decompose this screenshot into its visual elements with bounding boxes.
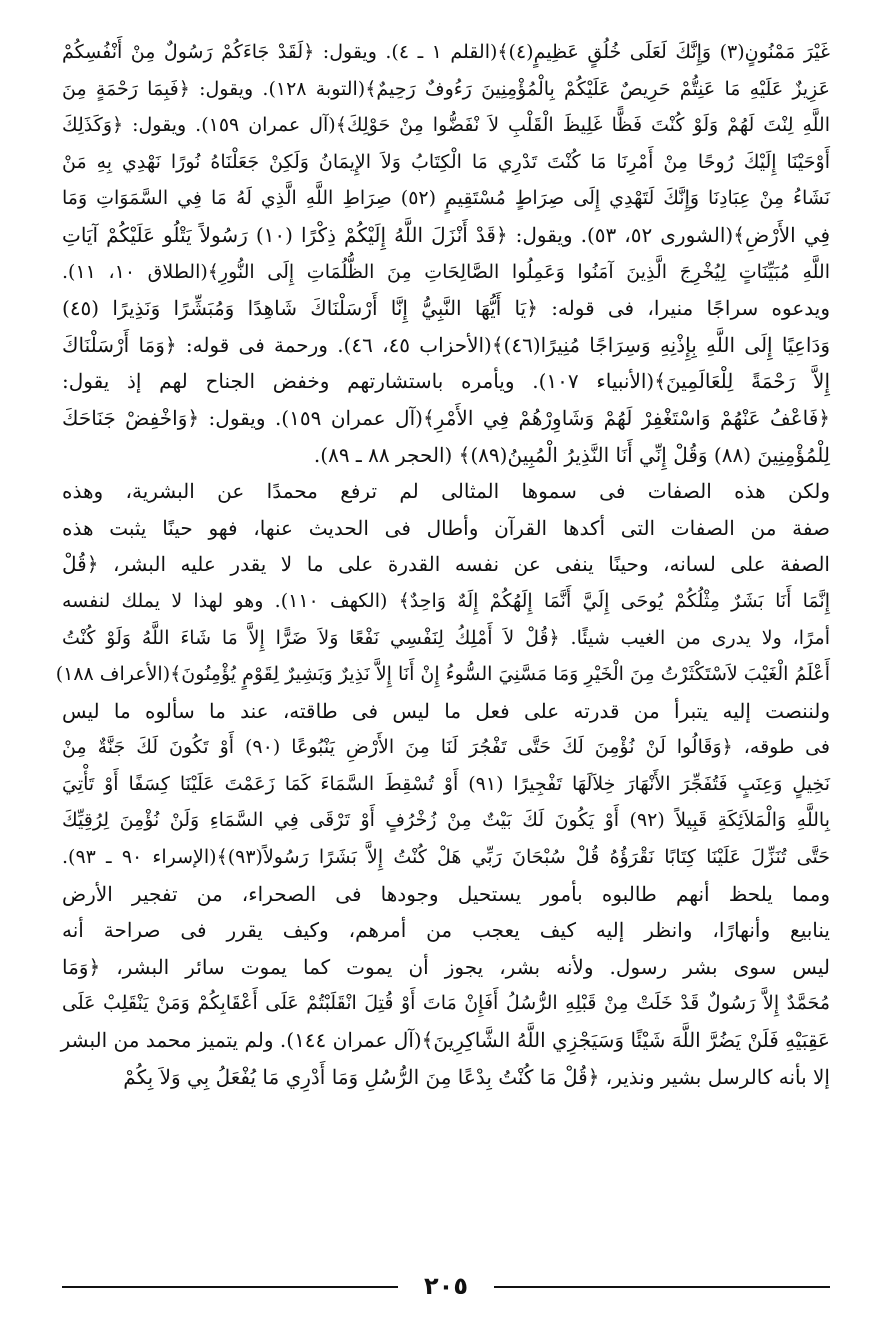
text-line: ولكن هذه الصفات فى سموها المثالى لم ترفع محمدًا عن البشرية، وهذه xyxy=(62,479,830,504)
page-number: ٢٠٥ xyxy=(424,1272,468,1300)
text-line: ينابيع وأنهارًا، وانظر إليه كيف يعجب من أمرهم، وكيف يقرر فى صراحة أنه xyxy=(62,918,830,943)
text-line: عَقِبَيْهِ فَلَنْ يَضُرَّ اللَّهَ شَيْئًا وَسَيَجْزِي اللَّهُ الشَّاكِرِينَ﴾(آل عمران ١٤٤). ولم يتميز محمد من البشر xyxy=(60,1028,830,1053)
text-line: أمرًا، ولا يدرى من الغيب شيئًا. ﴿قُلْ لاَ أَمْلِكُ لِنَفْسِي نَفْعًا وَلاَ ضَرًّا إِلاَّ مَا شَاءَ اللَّهُ وَلَوْ كُنْتُ xyxy=(62,626,830,649)
text-line: مُحَمَّدٌ إِلاَّ رَسُولٌ قَدْ خَلَتْ مِنْ قَبْلِهِ الرُّسُلُ أَفَإِنْ مَاتَ أَوْ قُتِلَ انْقَلَبْتُمْ عَلَى أَعْقَابِكُمْ وَمَنْ يَنْقَلِبْ عَلَى xyxy=(62,992,830,1015)
text-line: نَخِيلٍ وَعِنَبٍ فَتُفَجِّرَ الأَنْهَارَ خِلاَلَهَا تَفْجِيرًا (٩١) أَوْ تُسْقِطَ السَّمَاءَ كَمَا زَعَمْتَ عَلَيْنَا كِسَفًا أَوْ تَأْتِيَ xyxy=(62,772,830,795)
text-line: ولننصت إليه يتبرأ من قدرته على فعل ما ليس فى طاقته، عند ما سألوه ما ليس xyxy=(62,698,830,723)
text-line: لِلْمُؤْمِنِينَ (٨٨) وَقُلْ إِنِّي أَنَا النَّذِيرُ الْمُبِينُ(٨٩)﴾ (الحجر ٨٨ ـ ٨٩). xyxy=(313,442,830,467)
text-line: أَعْلَمُ الْغَيْبَ لاَسْتَكْثَرْتُ مِنَ الْخَيْرِ وَمَا مَسَّنِيَ السُّوءُ إِنْ أَنَا إِلاَّ نَذِيرٌ وَبَشِيرٌ لِقَوْمٍ يُؤْمِنُونَ﴾(الأعراف ١٨٨) xyxy=(55,663,830,686)
text-line: فى طوقه، ﴿وَقَالُوا لَنْ نُؤْمِنَ لَكَ حَتَّى تَفْجُرَ لَنَا مِنَ الأَرْضِ يَنْبُوعًا (٩٠) أَوْ تَكُونَ لَكَ جَنَّةٌ مِنْ xyxy=(62,736,830,759)
text-line: بِاللَّهِ وَالْمَلاَئِكَةِ قَبِيلاً (٩٢) أَوْ يَكُونَ لَكَ بَيْتٌ مِنْ زُخْرُفٍ أَوْ تَرْقَى فِي السَّمَاءِ وَلَنْ نُؤْمِنَ لِرُقِيِّكَ xyxy=(62,809,830,832)
page-footer xyxy=(62,1266,830,1306)
text-line: أَوْحَيْنَا إِلَيْكَ رُوحًا مِنْ أَمْرِنَا مَا كُنْتَ تَدْرِي مَا الْكِتَابُ وَلاَ الإِيمَانُ وَلَكِنْ جَعَلْنَاهُ نُورًا نَهْدِي بِهِ مَنْ xyxy=(62,150,830,173)
text-line: عَزِيزٌ عَلَيْهِ مَا عَنِتُّمْ حَرِيصٌ عَلَيْكُمْ بِالْمُؤْمِنِينَ رَءُوفٌ رَحِيمٌ﴾(التوبة ١٢٨). ويقول: ﴿فَبِمَا رَحْمَةٍ مِنَ xyxy=(62,77,830,100)
text-line: صفة من الصفات التى أكدها القرآن وأطال فى الحديث عنها، فهو حينًا يثبت هذه xyxy=(62,515,830,540)
text-line: اللَّهِ لِنْتَ لَهُمْ وَلَوْ كُنْتَ فَظًّا غَلِيظَ الْقَلْبِ لاَ نْفَضُّوا مِنْ حَوْلِكَ﴾(آل عمران ١٥٩). ويقول: ﴿وَكَذَلِكَ xyxy=(62,114,830,137)
footer-rule-right xyxy=(494,1286,830,1288)
text-line: ﴿فَاعْفُ عَنْهُمْ وَاسْتَغْفِرْ لَهُمْ وَشَاوِرْهُمْ فِي الأَمْرِ﴾(آل عمران ١٥٩). ويقول: ﴿وَاخْفِضْ جَنَاحَكَ xyxy=(62,405,830,430)
text-line: اللَّهِ مُبَيِّنَاتٍ لِيُخْرِجَ الَّذِينَ آمَنُوا وَعَمِلُوا الصَّالِحَاتِ مِنَ الظُّلُمَاتِ إِلَى النُّورِ﴾(الطلاق ١٠، ١١). xyxy=(62,260,830,283)
text-line: ليس سوى بشر رسول. ولأنه بشر، يجوز أن يموت كما يموت سائر البشر، ﴿وَمَا xyxy=(62,954,830,979)
text-line: فِي الأَرْضِ﴾(الشورى ٥٢، ٥٣). ويقول: ﴿قَدْ أَنْزَلَ اللَّهُ إِلَيْكُمْ ذِكْرًا (١٠) رَسُولاً يَتْلُو عَلَيْكُمْ آيَاتِ xyxy=(62,222,831,247)
footer-rule-left xyxy=(62,1286,398,1288)
text-line: إِلاَّ رَحْمَةً لِلْعَالَمِينَ﴾(الأنبياء ١٠٧). ويأمره باستشارتهم وخفض الجناح لهم إذ يقول: xyxy=(62,369,830,394)
text-line: نَشَاءُ مِنْ عِبَادِنَا وَإِنَّكَ لَتَهْدِي إِلَى صِرَاطٍ مُسْتَقِيمٍ (٥٢) صِرَاطِ اللَّهِ الَّذِي لَهُ مَا فِي السَّمَوَاتِ وَمَا xyxy=(62,187,830,210)
page-body xyxy=(55,34,831,1274)
text-line: إِنَّمَا أَنَا بَشَرٌ مِثْلُكُمْ يُوحَى إِلَيَّ أَنَّمَا إِلَهُكُمْ إِلَهٌ وَاحِدٌ﴾ (الكهف ١١٠). وهو لهذا لا يملك لنفسه xyxy=(62,589,830,612)
text-line: حَتَّى تُنَزِّلَ عَلَيْنَا كِتَابًا نَقْرَؤُهُ قُلْ سُبْحَانَ رَبِّي هَلْ كُنْتُ إِلاَّ بَشَرًا رَسُولاً(٩٣)﴾(الإسراء ٩٠ ـ ٩٣). xyxy=(62,846,830,869)
text-line: الصفة على لسانه، وحينًا ينفى عن نفسه القدرة على ما لا يقدر عليه البشر، ﴿قُلْ xyxy=(62,552,830,577)
text-line: ويدعوه سراجًا منيرا، فى قوله: ﴿يَا أَيُّهَا النَّبِيُّ إِنَّا أَرْسَلْنَاكَ شَاهِدًا وَمُبَشِّرًا وَنَذِيرًا (٤٥) xyxy=(62,296,830,321)
text-line: غَيْرَ مَمْنُونٍ(٣) وَإِنَّكَ لَعَلَى خُلُقٍ عَظِيمٍ(٤)﴾(القلم ١ ـ ٤). ويقول: ﴿لَقَدْ جَاءَكُمْ رَسُولٌ مِنْ أَنْفُسِكُمْ xyxy=(62,41,830,63)
text-line: إلا بأنه كالرسل بشير ونذير، ﴿قُلْ مَا كُنْتُ بِدْعًا مِنَ الرُّسُلِ وَمَا أَدْرِي مَا يُفْعَلُ بِي وَلاَ بِكُمْ xyxy=(123,1064,830,1089)
text-line: وَدَاعِيًا إِلَى اللَّهِ بِإِذْنِهِ وَسِرَاجًا مُنِيرًا(٤٦)﴾(الأحزاب ٤٥، ٤٦). ورحمة فى قوله: ﴿وَمَا أَرْسَلْنَاكَ xyxy=(62,332,831,357)
text-line: ومما يلحظ أنهم طالبوه بأمور يستحيل وجودها فى الصحراء، من تفجير الأرض xyxy=(62,881,830,906)
